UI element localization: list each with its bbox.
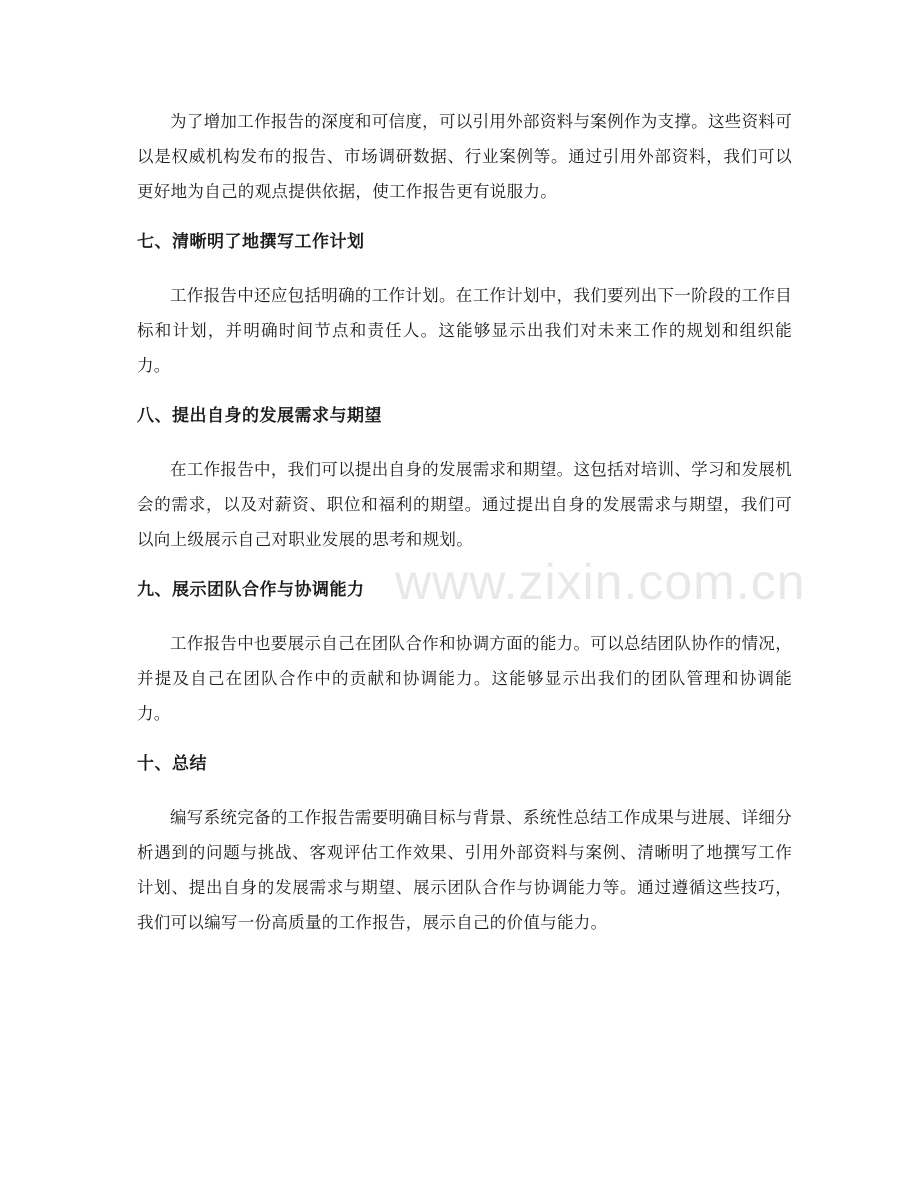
- heading-section-9: 九、展示团队合作与协调能力: [137, 580, 365, 600]
- heading-section-7: 七、清晰明了地撰写工作计划: [137, 232, 365, 252]
- paragraph-section-7: 工作报告中还应包括明确的工作计划。在工作计划中，我们要列出下一阶段的工作目标和计划，并明确时间节点和责任人。这能够显示出我们对未来工作的规划和组织能力。: [137, 286, 792, 375]
- heading-section-10: 十、总结: [137, 754, 207, 774]
- heading-section-8: 八、提出自身的发展需求与期望: [137, 406, 382, 426]
- paragraph-external-references: 为了增加工作报告的深度和可信度，可以引用外部资料与案例作为支撑。这些资料可以是权威机构发布的报告、市场调研数据、行业案例等。通过引用外部资料，我们可以更好地为自己的观点提供依据，使工作报告更有说服力。: [137, 112, 792, 201]
- paragraph-section-10: 编写系统完备的工作报告需要明确目标与背景、系统性总结工作成果与进展、详细分析遇到的问题与挑战、客观评估工作效果、引用外部资料与案例、清晰明了地撰写工作计划、提出自身的发展需求与期望、展示团队合作与协调能力等。通过遵循这些技巧，我们可以编写一份高质量的工作报告，展示自己的价值与能力。: [137, 808, 792, 932]
- paragraph-section-8: 在工作报告中，我们可以提出自身的发展需求和期望。这包括对培训、学习和发展机会的需求，以及对薪资、职位和福利的期望。通过提出自身的发展需求与期望，我们可以向上级展示自己对职业发展的思考和规划。: [137, 460, 792, 549]
- paragraph-section-9: 工作报告中也要展示自己在团队合作和协调方面的能力。可以总结团队协作的情况，并提及自己在团队合作中的贡献和协调能力。这能够显示出我们的团队管理和协调能力。: [137, 634, 792, 723]
- watermark: www.zixin.com.cn: [395, 554, 806, 610]
